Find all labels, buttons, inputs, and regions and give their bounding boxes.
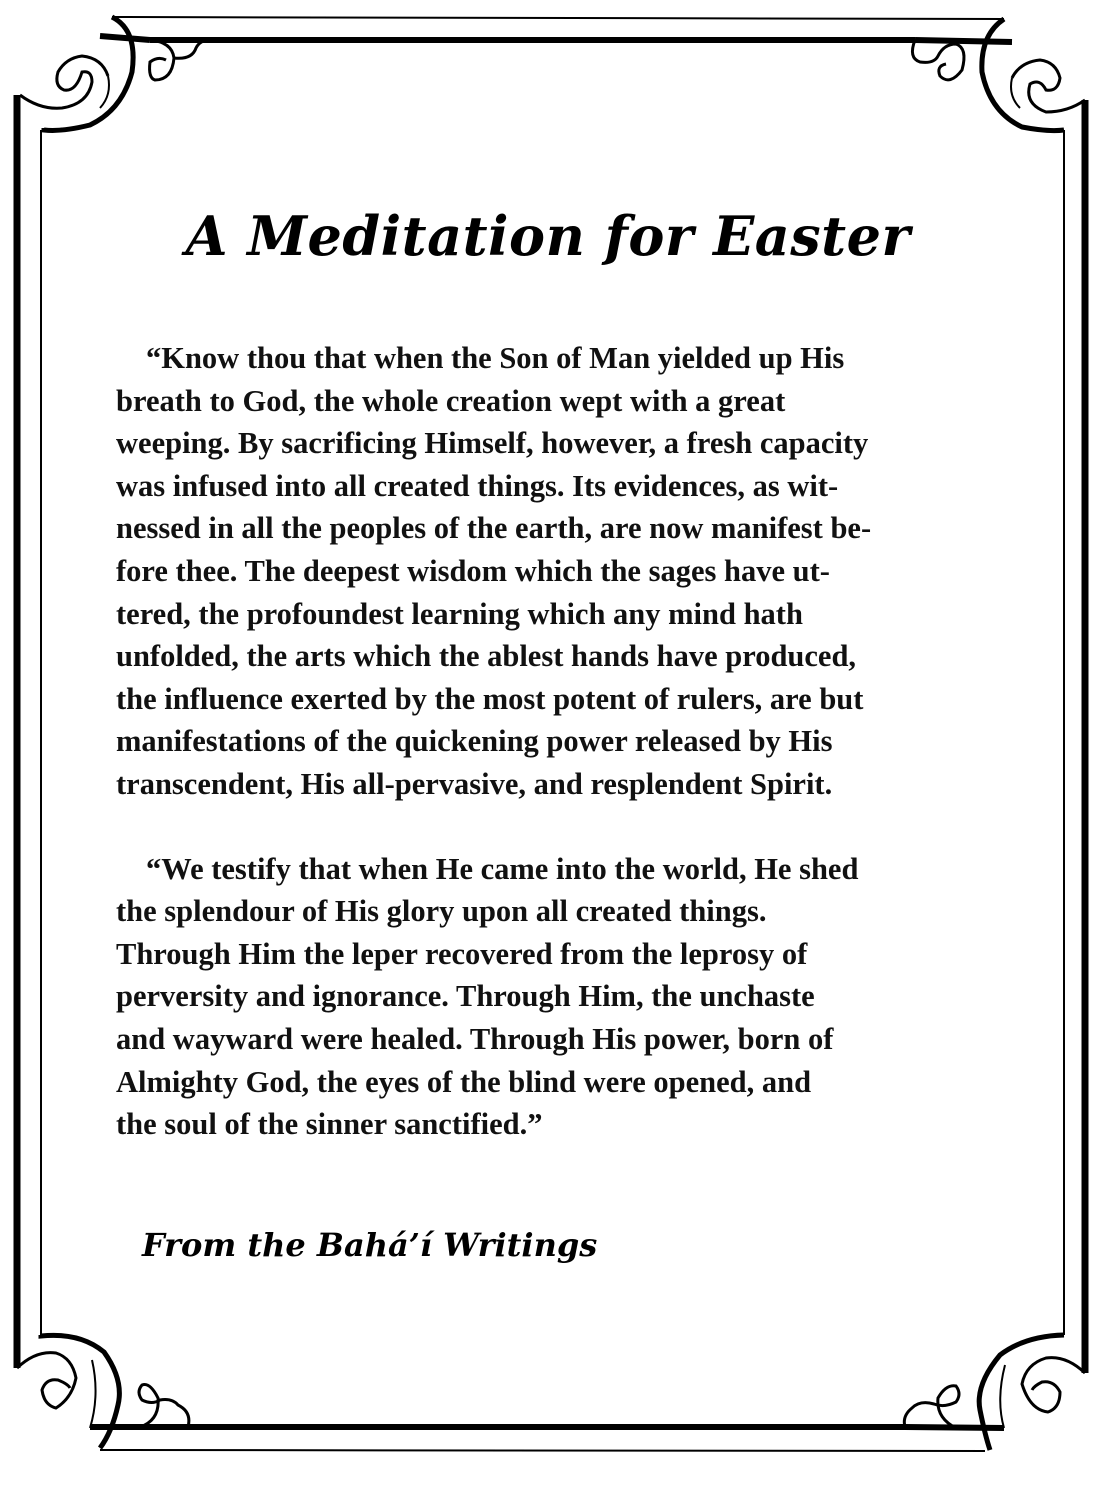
text-line: Through Him the leper recovered from the leprosy of [116, 936, 808, 971]
text-line: manifestations of the quickening power released by His [116, 724, 833, 759]
text-line: Almighty God, the eyes of the blind were opened, and [116, 1064, 812, 1099]
text-line: transcendent, His all-pervasive, and resplendent Spirit. [116, 766, 833, 801]
corner-flourish-bottom-right [904, 1335, 1085, 1450]
text-line: the soul of the sinner sanctified.” [116, 1107, 543, 1142]
attribution: From the Bahá’í Writings [142, 1226, 598, 1264]
corner-flourish-top-left [20, 17, 210, 130]
text-line: nessed in all the peoples of the earth, are now manifest be- [116, 511, 872, 546]
text-line: “Know thou that when the Son of Man yielded up His [146, 341, 845, 375]
text-line: the influence exerted by the most potent of rulers, are but [116, 681, 864, 716]
corner-flourish-top-right [912, 19, 1085, 131]
quotation-body [116, 337, 1016, 1146]
text-line: fore thee. The deepest wisdom which the sages have ut- [116, 553, 830, 588]
page-title: A Meditation for Easter [185, 204, 911, 269]
text-line: tered, the profoundest learning which any mind hath [116, 596, 803, 631]
text-line: weeping. By sacrificing Himself, however, a fresh capacity [116, 426, 869, 461]
text-line: the splendour of His glory upon all created things. [116, 894, 767, 929]
text-line: “We testify that when He came into the world, He shed [146, 851, 859, 886]
text-line: breath to God, the whole creation wept with a great [116, 383, 786, 418]
paragraph-1 [116, 337, 1016, 806]
corner-flourish-bottom-left [17, 1335, 189, 1448]
text-line: unfolded, the arts which the ablest hands have produced, [116, 639, 857, 674]
text-line: was infused into all created things. Its evidences, as wit- [116, 468, 839, 503]
text-line: and wayward were healed. Through His power, born of [116, 1021, 834, 1056]
text-line: perversity and ignorance. Through Him, the unchaste [116, 979, 815, 1014]
paragraph-2 [116, 848, 1016, 1146]
